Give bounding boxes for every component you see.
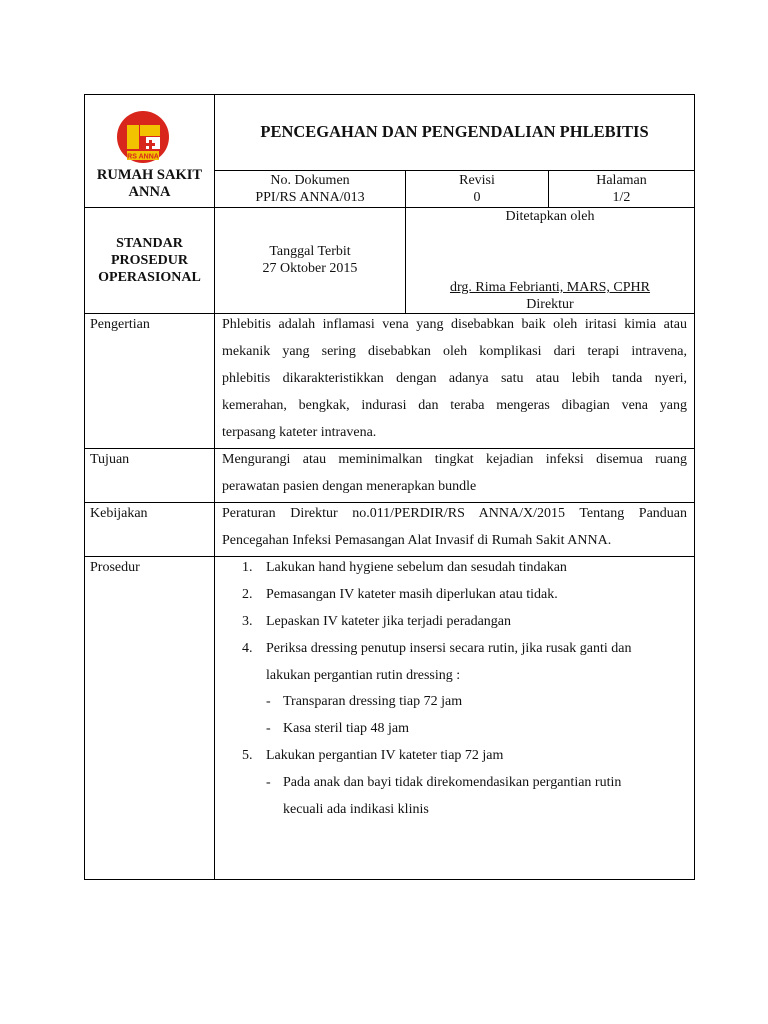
signer-name: drg. Rima Febrianti, MARS, CPHR [449, 280, 651, 295]
divider-title [214, 170, 695, 171]
border-bottom [84, 879, 695, 880]
pengertian-line: terpasang kateter intravena. [222, 425, 377, 440]
pengertian-line: kemerahan, bengkak, indurasi dan teraba mengeras dibagian vena yang [222, 398, 687, 413]
pengertian-line: phlebitis dikarakteristikkan dengan adanya satu atau lebih tanda nyeri, [222, 371, 687, 386]
step-1: Lakukan hand hygiene sebelum dan sesudah tindakan [266, 560, 567, 575]
step-number: 1. [242, 560, 253, 575]
revision-value: 0 [473, 190, 481, 205]
kebijakan-line: Peraturan Direktur no.011/PERDIR/RS ANNA/X/2015 Tentang Panduan [222, 506, 687, 521]
step-3: Lepaskan IV kateter jika terjadi peradangan [266, 614, 512, 629]
step-number: 3. [242, 614, 253, 629]
border-left [84, 94, 85, 880]
logo-cross-h [146, 143, 155, 146]
logo-top-bar [140, 125, 160, 136]
page-value: 1/2 [612, 190, 631, 205]
issue-date-value: 27 Oktober 2015 [262, 261, 358, 276]
step-5: Lakukan pergantian IV kateter tiap 72 jam [266, 748, 504, 763]
pengertian-label: Pengertian [90, 317, 150, 332]
step-2: Pemasangan IV kateter masih diperlukan atau tidak. [266, 587, 558, 602]
doc-no-label: No. Dokumen [270, 173, 350, 188]
pengertian-text [222, 311, 687, 446]
signer-title: Direktur [526, 297, 574, 312]
pengertian-line: Phlebitis adalah inflamasi vena yang disebabkan baik oleh iritasi kimia atau [222, 317, 687, 332]
sub-step-anak-line2: kecuali ada indikasi klinis [283, 802, 429, 817]
divider-col-main [214, 94, 215, 880]
border-top [84, 94, 695, 95]
sub-step-transparan: Transparan dressing tiap 72 jam [283, 694, 463, 709]
set-by-label: Ditetapkan oleh [505, 209, 595, 224]
hospital-name-line2: ANNA [128, 184, 171, 200]
tujuan-line: perawatan pasien dengan menerapkan bundle [222, 479, 477, 494]
sub-bullet: - [266, 694, 271, 709]
kebijakan-label: Kebijakan [90, 506, 148, 521]
logo-left-bar [127, 125, 139, 149]
sub-bullet: - [266, 775, 271, 790]
step-number: 5. [242, 748, 253, 763]
sop-label-line1: STANDAR [116, 236, 183, 251]
pengertian-line: mekanik yang sering disebabkan oleh komplikasi dari terapi intravena, [222, 344, 687, 359]
sub-step-anak-line1: Pada anak dan bayi tidak direkomendasikan pergantian rutin [283, 775, 622, 790]
tujuan-label: Tujuan [90, 452, 130, 467]
step-number: 4. [242, 641, 253, 656]
revision-label: Revisi [459, 173, 495, 188]
hospital-name-line1: RUMAH SAKIT [96, 167, 203, 183]
hospital-logo [113, 110, 173, 168]
border-right [694, 94, 695, 880]
doc-no-value: PPI/RS ANNA/013 [255, 190, 365, 205]
logo-text: RS ANNA [127, 153, 159, 161]
sub-step-kasa: Kasa steril tiap 48 jam [283, 721, 409, 736]
sop-label-line3: OPERASIONAL [98, 270, 201, 285]
sop-label-line2: PROSEDUR [110, 253, 188, 268]
document-title: PENCEGAHAN DAN PENGENDALIAN PHLEBITIS [260, 122, 649, 141]
step-4-line2: lakukan pergantian rutin dressing : [266, 668, 461, 683]
page-label: Halaman [596, 173, 647, 188]
issue-date-label: Tanggal Terbit [269, 244, 351, 259]
tujuan-line: Mengurangi atau meminimalkan tingkat kejadian infeksi disemua ruang [222, 452, 687, 467]
prosedur-label: Prosedur [90, 560, 140, 575]
tujuan-text [222, 446, 687, 500]
sub-bullet: - [266, 721, 271, 736]
step-4-line1: Periksa dressing penutup insersi secara rutin, jika rusak ganti dan [266, 641, 632, 656]
divider-kebijakan [84, 556, 695, 557]
kebijakan-line: Pencegahan Infeksi Pemasangan Alat Invasif di Rumah Sakit ANNA. [222, 533, 612, 548]
kebijakan-text [222, 500, 687, 554]
step-number: 2. [242, 587, 253, 602]
